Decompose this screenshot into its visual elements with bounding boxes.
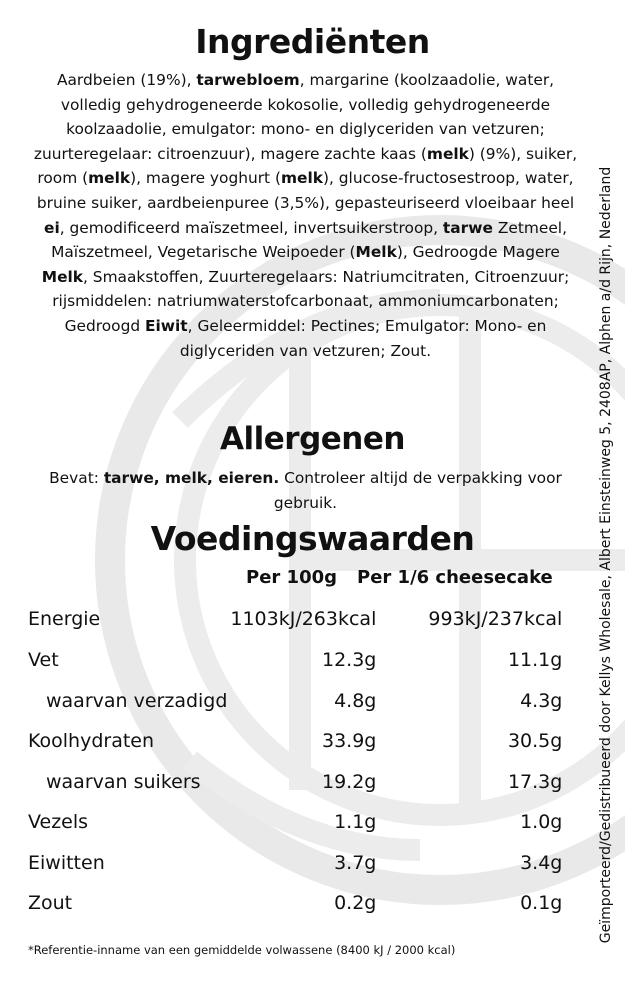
nutrition-row — [28, 802, 588, 843]
ingredients-title: Ingrediënten — [195, 22, 430, 61]
nutrition-row — [28, 598, 588, 640]
ingredient-allergen-highlight: melk — [426, 144, 469, 163]
ingredient-text-segment: , Smaakstoffen, Zuurteregelaars: Natriumcitraten, Citroenzuur; rijsmiddelen: natriumwaterstofcarbonaat, ammoniumcarbonaten; Gedroogd — [52, 267, 570, 335]
row-spacer — [562, 762, 588, 803]
ingredient-allergen-highlight: ei — [44, 218, 60, 237]
ingredient-text-segment: ) (9%), suiker, room ( — [37, 144, 578, 188]
ingredient-text-segment: ), glucose-fructosestroop, water, bruine suiker, aardbeienpuree (3,5%), gepasteuriseerd vloeibaar heel — [36, 169, 575, 212]
nutrition-row — [28, 883, 588, 924]
ingredient-text-segment: , Geleermiddel: Pectines; Emulgator: Mono- en diglyceriden van vetzuren; Zout. — [179, 316, 547, 360]
nutrient-value-per-100g: 12.3g — [321, 649, 377, 672]
allergens-list: tarwe, melk, eieren. — [103, 469, 280, 487]
nutrient-value-per-portion: 4.3g — [520, 689, 563, 712]
row-spacer — [562, 721, 588, 762]
column-header-per-100g: Per 100g — [246, 567, 338, 588]
ingredient-allergen-highlight: melk — [281, 169, 323, 188]
nutrient-value-per-portion: 3.4g — [520, 851, 563, 874]
ingredient-text-segment: , gemodificeerd maïszetmeel, invertsuikerstroop, — [59, 218, 443, 237]
nutrition-title: Voedingswaarden — [150, 519, 475, 558]
nutrient-value-per-100g: 0.2g — [334, 892, 377, 915]
column-header-per-portion: Per 1/6 cheesecake — [357, 567, 553, 588]
nutrient-label: waarvan verzadigd — [46, 689, 228, 712]
nutrient-value-per-portion: 1.0g — [520, 811, 563, 834]
nutrient-value-per-100g: 4.8g — [334, 689, 377, 712]
ingredient-allergen-highlight: Eiwit — [145, 316, 188, 335]
nutrient-value-per-100g: 3.7g — [334, 851, 377, 874]
nutrient-label: Koolhydraten — [28, 730, 155, 753]
ingredient-text-segment: ), magere yoghurt ( — [130, 169, 281, 188]
allergens-suffix: Controleer altijd de verpakking voor gebruik. — [273, 469, 562, 512]
allergens-title: Allergenen — [220, 421, 405, 457]
nutrition-row — [28, 843, 588, 884]
ingredients-text — [28, 68, 583, 363]
nutrient-value-per-portion: 17.3g — [507, 770, 563, 793]
allergens-prefix: Bevat: — [49, 469, 104, 487]
nutrient-value-per-portion: 993kJ/237kcal — [428, 608, 563, 630]
ingredient-text-segment: ), Gedroogde Magere — [396, 243, 560, 262]
ingredient-allergen-highlight: tarwe — [442, 218, 493, 237]
footnote: *Referentie-inname van een gemiddelde volwassene (8400 kJ / 2000 kcal) — [28, 943, 456, 957]
row-spacer — [562, 640, 588, 681]
ingredient-allergen-highlight: Melk — [355, 243, 397, 262]
nutrient-label: Vet — [28, 649, 59, 672]
nutrient-label: Vezels — [28, 811, 89, 834]
allergens-text — [28, 466, 583, 515]
row-spacer — [562, 681, 588, 722]
nutrient-label: waarvan suikers — [46, 770, 201, 793]
row-spacer — [562, 843, 588, 884]
nutrient-value-per-portion: 30.5g — [507, 730, 563, 753]
ingredient-allergen-highlight: melk — [88, 169, 131, 188]
importer-address: Geïmporteerd/Gedistribueerd door Kellys Wholesale, Albert Einsteinweg 5, 2408AP, Alphen a/d Rijn, Nederland — [598, 166, 614, 944]
nutrition-row — [28, 640, 588, 681]
nutrition-row — [28, 681, 588, 722]
ingredient-allergen-highlight: Melk — [41, 267, 84, 286]
nutrient-value-per-100g: 33.9g — [321, 730, 377, 753]
nutrient-value-per-100g: 1103kJ/263kcal — [230, 608, 377, 630]
ingredient-text-segment: Zetmeel, Maïszetmeel, Vegetarische Weipoeder ( — [51, 218, 567, 262]
nutrient-value-per-100g: 1.1g — [334, 811, 377, 834]
nutrition-table — [28, 598, 588, 924]
nutrition-row — [28, 721, 588, 762]
row-spacer — [562, 883, 588, 924]
ingredient-text-segment: Aardbeien (19%), — [56, 71, 197, 89]
nutrient-label: Energie — [28, 608, 101, 630]
nutrient-value-per-portion: 0.1g — [520, 892, 563, 915]
nutrition-row — [28, 762, 588, 803]
nutrient-value-per-100g: 19.2g — [321, 770, 377, 793]
row-spacer — [562, 802, 588, 843]
ingredient-text-segment: , margarine (koolzaadolie, water, volledig gehydrogeneerde kokosolie, volledig gehydrogeneerde koolzaadolie, emulgator: mono- en diglyceriden van vetzuren; zuurteregelaar: citroenzuur), magere zachte kaas ( — [33, 71, 555, 163]
nutrient-label: Eiwitten — [28, 851, 105, 874]
nutrient-label: Zout — [28, 892, 73, 915]
row-spacer — [562, 598, 588, 640]
ingredient-allergen-highlight: tarwebloem — [196, 71, 300, 89]
nutrient-value-per-portion: 11.1g — [507, 649, 563, 672]
